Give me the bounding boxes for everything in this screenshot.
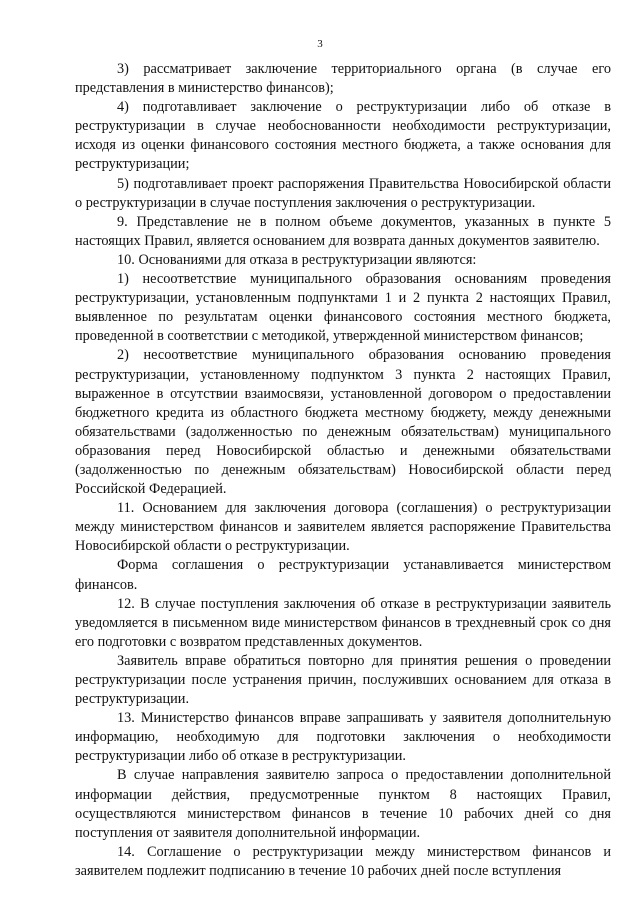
paragraph-item-3: 3) рассматривает заключение территориального органа (в случае его представления в министерство финансов);: [75, 61, 611, 97]
paragraph-clause-9: 9. Представление не в полном объеме документов, указанных в пункте 5 настоящих Правил, является основанием для возврата данных документов заявителю.: [75, 213, 611, 249]
paragraph-additional-info: В случае направления заявителю запроса о предоставлении дополнительной информации действия, предусмотренные пунктом 8 настоящих Правил, осуществляются министерством финансов в течение 10 рабочих дней со дня поступления от заявителя дополнительной информации.: [75, 767, 611, 841]
paragraph-reapplication: Заявитель вправе обратиться повторно для принятия решения о проведении реструктуризации после устранения причин, послуживших основанием для отказа в реструктуризации.: [75, 652, 611, 708]
paragraph-clause-10: 10. Основаниями для отказа в реструктуризации являются:: [117, 251, 477, 268]
paragraph-clause-13: 13. Министерство финансов вправе запрашивать у заявителя дополнительную информацию, необходимую для подготовки заключения о необходимости реструктуризации либо об отказе в реструктуризации.: [75, 710, 611, 765]
paragraph-item-4: 4) подготавливает заключение о реструктуризации либо об отказе в реструктуризации в случае необоснованности необходимости реструктуризации, исходя из оценки финансового состояния местного бюджета, а также основания для реструктуризации;: [75, 99, 611, 173]
paragraph-item-5: 5) подготавливает проект распоряжения Правительства Новосибирской области о реструктуризации в случае поступления заключения о реструктуризации.: [75, 175, 611, 211]
paragraph-clause-14: 14. Соглашение о реструктуризации между министерством финансов и заявителем подлежит подписанию в течение 10 рабочих дней после вступления: [75, 843, 611, 879]
paragraph-clause-11: 11. Основанием для заключения договора (соглашения) о реструктуризации между министерством финансов и заявителем является распоряжение Правительства Новосибирской области о реструктуризации.: [75, 500, 611, 555]
paragraph-clause-12: 12. В случае поступления заключения об отказе в реструктуризации заявитель уведомляется в письменном виде министерством финансов в трехдневный срок со дня его подготовки с возвратом представленных документов.: [75, 595, 611, 650]
paragraph-clause-10-item-2: 2) несоответствие муниципального образования основанию проведения реструктуризации, установленному подпунктом 3 пункта 2 настоящих Правил, выраженное в отсутствии взаимосвязи, установленной договором о предоставлении бюджетного кредита из областного бюджета местному бюджету, между денежными обязательствами (задолженностью по денежным обязательствам) муниципального образования перед Новосибирской областью и денежными обязательствами (задолженностью по денежным обязательствам) Новосибирской области перед Российской Федерацией.: [75, 347, 611, 498]
document-body: [75, 60, 611, 881]
paragraph-agreement-form: Форма соглашения о реструктуризации устанавливается министерством финансов.: [75, 557, 611, 593]
page-number: 3: [317, 38, 323, 50]
paragraph-clause-10-item-1: 1) несоответствие муниципального образования основаниям проведения реструктуризации, установленным подпунктами 1 и 2 пункта 2 настоящих Правил, выявленное по результатам оценки финансового состояния местного бюджета, проведенной в соответствии с методикой, утвержденной министерством финансов;: [75, 271, 611, 345]
